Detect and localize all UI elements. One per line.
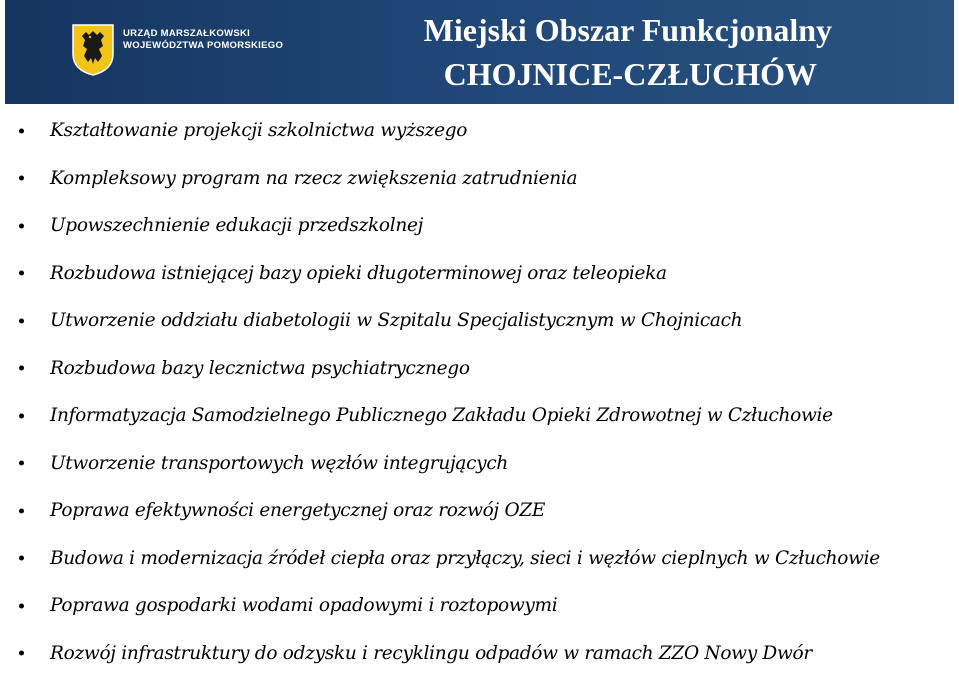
list-item-text: Kompleksowy program na rzecz zwiększenia zatrudnienia — [50, 168, 577, 189]
list-item-text: Budowa i modernizacja źródeł ciepła oraz przyłączy, sieci i węzłów cieplnych w Człuchowie — [50, 548, 880, 569]
list-item — [0, 107, 959, 155]
bullet-list — [0, 107, 959, 677]
list-item — [0, 155, 959, 203]
bullet-icon — [19, 651, 24, 656]
list-item — [0, 392, 959, 440]
org-line-2: WOJEWÓDZTWA POMORSKIEGO — [123, 40, 283, 52]
list-item — [0, 582, 959, 630]
org-line-1: URZĄD MARSZAŁKOWSKI — [123, 28, 283, 40]
bullet-icon — [19, 413, 24, 418]
list-item-text: Utworzenie oddziału diabetologii w Szpitalu Specjalistycznym w Chojnicach — [50, 310, 742, 331]
list-item-text: Informatyzacja Samodzielnego Publicznego Zakładu Opieki Zdrowotnej w Człuchowie — [50, 405, 833, 426]
list-item-text: Rozwój infrastruktury do odzysku i recyklingu odpadów w ramach ZZO Nowy Dwór — [50, 643, 812, 664]
list-item-text: Poprawa gospodarki wodami opadowymi i roztopowymi — [50, 595, 557, 616]
list-item — [0, 535, 959, 583]
bullet-icon — [19, 366, 24, 371]
bullet-icon — [19, 508, 24, 513]
list-item — [0, 440, 959, 488]
bullet-icon — [19, 176, 24, 181]
list-item-text: Rozbudowa bazy lecznictwa psychiatrycznego — [50, 358, 470, 379]
list-item — [0, 487, 959, 535]
bullet-icon — [19, 318, 24, 323]
page-title: Miejski Obszar Funkcjonalny — [424, 12, 832, 49]
griffin-coat-of-arms-icon — [72, 24, 114, 76]
list-item-text: Rozbudowa istniejącej bazy opieki długoterminowej oraz teleopieka — [50, 263, 667, 284]
list-item — [0, 345, 959, 393]
organization-name — [123, 28, 283, 52]
bullet-icon — [19, 223, 24, 228]
list-item-text: Poprawa efektywności energetycznej oraz rozwój OZE — [50, 500, 545, 521]
page-subtitle: CHOJNICE-CZŁUCHÓW — [444, 56, 817, 93]
bullet-icon — [19, 461, 24, 466]
bullet-icon — [19, 603, 24, 608]
bullet-icon — [19, 556, 24, 561]
list-item-text: Utworzenie transportowych węzłów integrujących — [50, 453, 508, 474]
bullet-icon — [19, 128, 24, 133]
list-item — [0, 297, 959, 345]
header-banner — [5, 0, 954, 104]
list-item-text: Upowszechnienie edukacji przedszkolnej — [50, 215, 423, 236]
list-item — [0, 202, 959, 250]
list-item — [0, 250, 959, 298]
bullet-icon — [19, 271, 24, 276]
list-item-text: Kształtowanie projekcji szkolnictwa wyższego — [50, 120, 467, 141]
